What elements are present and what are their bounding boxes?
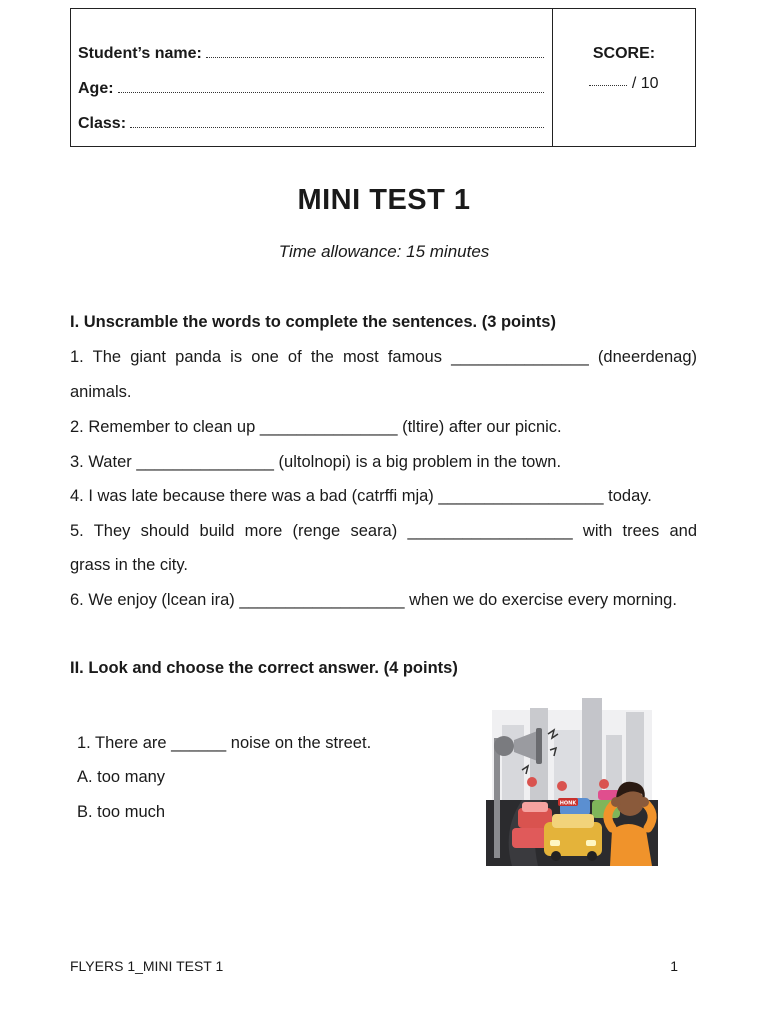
student-name-field[interactable]	[78, 28, 544, 63]
class-field[interactable]	[78, 98, 544, 133]
score-blank[interactable]	[589, 84, 627, 86]
section-1-question-6: 6. We enjoy (lcean ira) __________________ when we do exercise every morning.	[70, 591, 677, 609]
section-1-question-5-line-1: 5. They should build more (renge seara) __________________ with trees and	[70, 522, 697, 540]
page-number: 1	[670, 958, 678, 974]
class-label: Class:	[78, 115, 127, 132]
age-label: Age:	[78, 80, 114, 97]
street-noise-illustration	[482, 690, 662, 868]
score-label: SCORE:	[592, 45, 656, 62]
age-line[interactable]	[118, 91, 544, 93]
student-name-label: Student’s name:	[78, 45, 202, 62]
section-1-question-2: 2. Remember to clean up _______________ (tltire) after our picnic.	[70, 418, 562, 436]
honk-sign-text: HONK	[559, 800, 577, 807]
score-box	[553, 9, 695, 146]
section-1-question-1-line-2: animals.	[70, 383, 132, 401]
page-title: MINI TEST 1	[297, 184, 471, 216]
section-2-heading: II. Look and choose the correct answer. (4 points)	[70, 659, 458, 677]
student-fields	[71, 9, 553, 146]
age-field[interactable]	[78, 63, 544, 98]
student-name-line[interactable]	[206, 56, 544, 58]
section-1-heading: I. Unscramble the words to complete the sentences. (3 points)	[70, 313, 556, 331]
section-2-question-1: 1. There are ______ noise on the street.	[77, 734, 372, 752]
option-a[interactable]: A. too many	[77, 768, 166, 786]
score-value	[553, 75, 695, 93]
section-1-question-1-line-1: 1. The giant panda is one of the most famous _______________ (dneerdenag)	[70, 348, 697, 366]
class-line[interactable]	[130, 126, 544, 128]
score-total: / 10	[631, 75, 659, 92]
section-1-question-3: 3. Water _______________ (ultolnopi) is a big problem in the town.	[70, 453, 562, 471]
option-b[interactable]: B. too much	[77, 803, 166, 821]
footer-label: FLYERS 1_MINI TEST 1	[70, 958, 224, 974]
time-allowance: Time allowance: 15 minutes	[278, 242, 490, 261]
student-info-box	[70, 8, 696, 147]
section-1-question-5-line-2: grass in the city.	[70, 556, 188, 574]
section-1-question-4: 4. I was late because there was a bad (catrffi mja) __________________ today.	[70, 487, 652, 505]
